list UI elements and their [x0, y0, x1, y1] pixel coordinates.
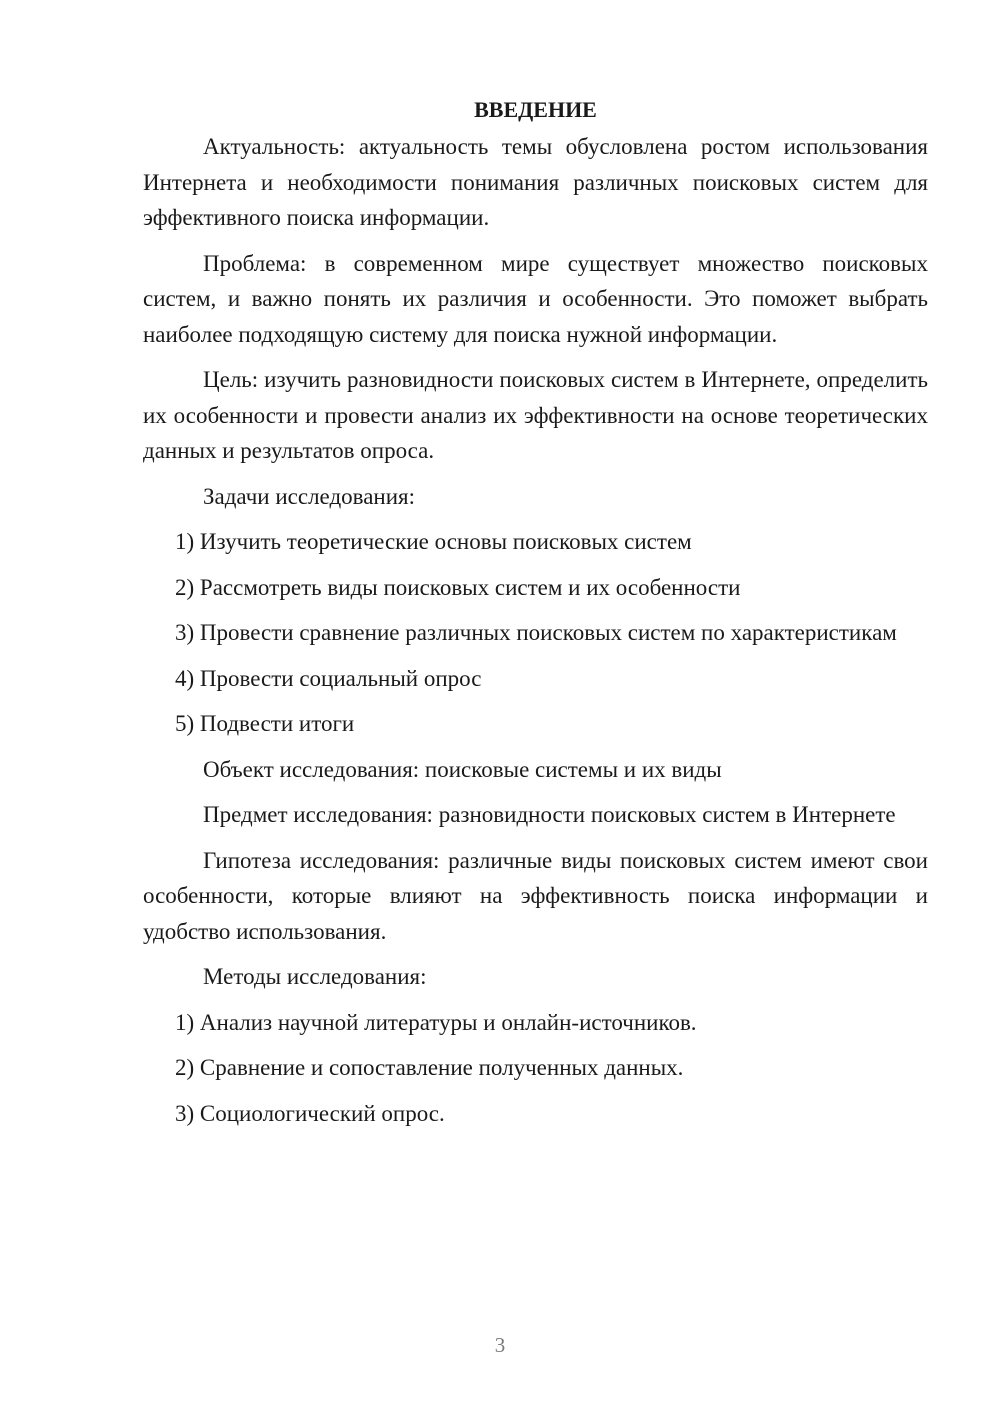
tasks-heading: Задачи исследования:: [203, 483, 416, 509]
goal-paragraph: Цель: изучить разновидности поисковых систем в Интернете, определить их особенности и провести анализ их эффективности на основе теоретических данных и результатов опроса.: [143, 367, 928, 463]
task-item: 2) Рассмотреть виды поисковых систем и их особенности: [175, 574, 741, 600]
actuality-paragraph: Актуальность: актуальность темы обусловлена ростом использования Интернета и необходимости понимания различных поисковых систем для эффективного поиска информации.: [143, 134, 928, 230]
hypothesis-paragraph: Гипотеза исследования: различные виды поисковых систем имеют свои особенности, которые влияют на эффективность поиска информации и удобство использования.: [143, 847, 928, 944]
task-item: 1) Изучить теоретические основы поисковых систем: [175, 529, 692, 554]
method-item: 3) Социологический опрос.: [175, 1100, 445, 1126]
page-content: [143, 92, 928, 1141]
page-number: 3: [494, 1333, 506, 1357]
task-item: 3) Провести сравнение различных поисковых систем по характеристикам: [175, 620, 897, 645]
problem-paragraph: Проблема: в современном мире существует множество поисковых систем, и важно понять их различия и особенности. Это поможет выбрать наиболее подходящую систему для поиска нужной информации.: [143, 250, 928, 347]
methods-heading: Методы исследования:: [203, 964, 427, 989]
subject-paragraph: Предмет исследования: разновидности поисковых систем в Интернете: [203, 802, 896, 827]
task-item: 4) Провести социальный опрос: [175, 665, 482, 691]
method-item: 1) Анализ научной литературы и онлайн-источников.: [175, 1009, 697, 1035]
section-title: ВВЕДЕНИЕ: [474, 97, 597, 122]
method-item: 2) Сравнение и сопоставление полученных данных.: [175, 1055, 684, 1080]
task-item: 5) Подвести итоги: [175, 711, 355, 736]
object-paragraph: Объект исследования: поисковые системы и их виды: [203, 756, 722, 782]
